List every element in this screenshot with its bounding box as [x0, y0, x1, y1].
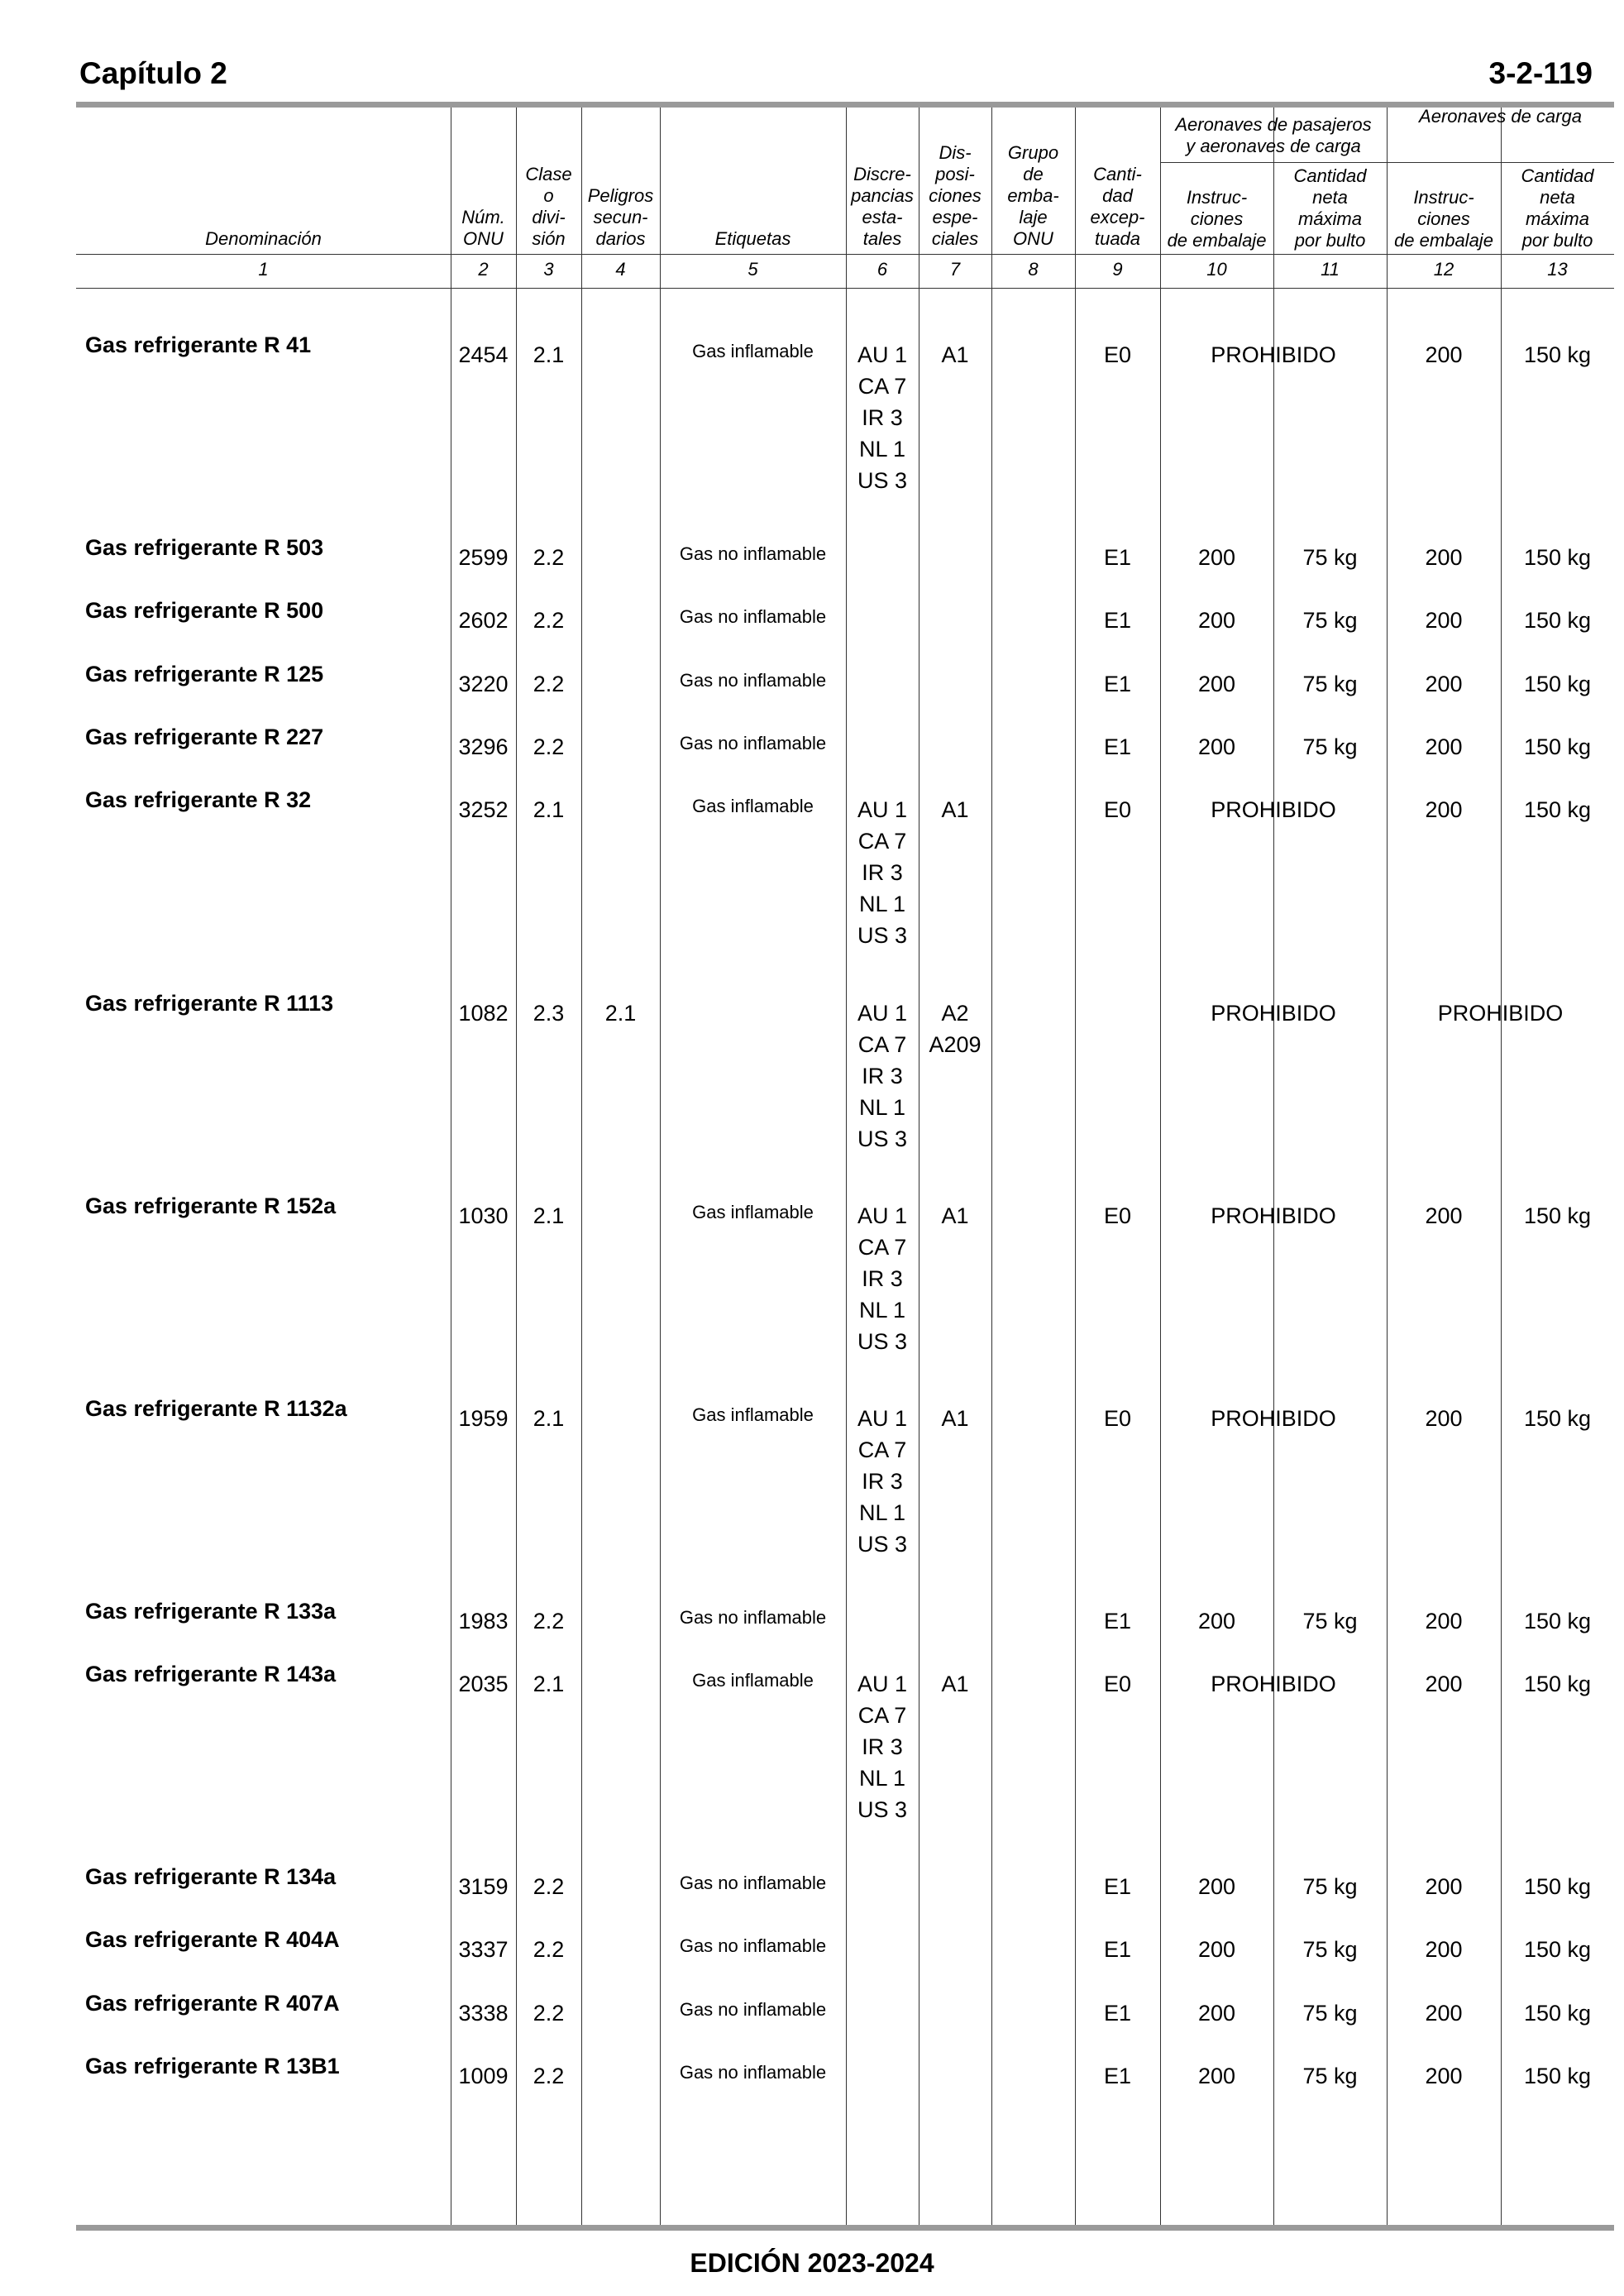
- state-variation: NL 1: [858, 1766, 906, 1791]
- un-number: 1009: [458, 2064, 509, 2088]
- column-divider: [581, 108, 582, 2225]
- special-provision: A1: [941, 342, 969, 367]
- un-number: 3296: [458, 734, 509, 759]
- passenger-packing-instruction: 200: [1197, 2064, 1236, 2088]
- excepted-quantity: E1: [1103, 1609, 1132, 1634]
- header-grupo-embalaje-line: ONU: [1013, 228, 1053, 249]
- state-variation: AU 1: [857, 1672, 908, 1696]
- class-division: 2.3: [533, 1001, 565, 1026]
- class-division: 2.2: [533, 545, 565, 570]
- column-divider: [1387, 108, 1388, 2225]
- state-variation: IR 3: [862, 1266, 903, 1291]
- cargo-packing-instruction: 200: [1425, 672, 1463, 696]
- substance-name: Gas refrigerante R 134a: [85, 1864, 337, 1889]
- header-clase-line: Clase: [525, 164, 572, 184]
- group-divider: [1160, 162, 1614, 163]
- excepted-quantity: E0: [1103, 1672, 1132, 1696]
- excepted-quantity: E0: [1103, 1406, 1132, 1431]
- column-number: 1: [258, 259, 269, 280]
- cargo-packing-instruction: 200: [1425, 1937, 1463, 1962]
- header-carga-cantidad-line: Cantidad: [1521, 165, 1594, 186]
- column-number: 2: [478, 259, 489, 280]
- hazard-label: Gas inflamable: [692, 796, 814, 816]
- un-number: 3159: [458, 1874, 509, 1899]
- header-pasajeros-instrucciones-line: de embalaje: [1167, 230, 1267, 251]
- state-variations: [846, 339, 919, 496]
- class-division: 2.2: [533, 1874, 565, 1899]
- cargo-max-quantity: 150 kg: [1523, 1672, 1592, 1696]
- passenger-packing-instruction: 200: [1197, 734, 1236, 759]
- state-variation: IR 3: [862, 860, 903, 885]
- header-peligros-line: secun-: [593, 207, 648, 227]
- substance-name: Gas refrigerante R 133a: [85, 1599, 337, 1624]
- passenger-forbidden: PROHIBIDO: [1211, 1203, 1336, 1228]
- hazard-label: Gas no inflamable: [679, 1607, 827, 1628]
- header-carga-cantidad: [1501, 165, 1614, 251]
- header-pasajeros-cantidad: [1273, 165, 1387, 251]
- state-variation: IR 3: [862, 1734, 903, 1759]
- header-carga-cantidad-line: neta: [1540, 187, 1575, 208]
- un-number: 2035: [458, 1672, 509, 1696]
- header-discrepancias: [846, 108, 919, 250]
- excepted-quantity: E1: [1103, 2001, 1132, 2026]
- cargo-packing-instruction: 200: [1425, 1406, 1463, 1431]
- substance-name: Gas refrigerante R 500: [85, 598, 324, 623]
- substance-name: Gas refrigerante R 125: [85, 662, 324, 686]
- special-provisions: [919, 339, 991, 371]
- passenger-forbidden: PROHIBIDO: [1211, 1406, 1336, 1431]
- state-variation: AU 1: [857, 1203, 908, 1228]
- passenger-max-quantity: 75 kg: [1302, 1874, 1358, 1899]
- state-variation: NL 1: [858, 437, 906, 462]
- header-pasajeros-cantidad-line: Cantidad: [1293, 165, 1367, 186]
- hazard-label: Gas inflamable: [692, 1404, 814, 1425]
- header-cantidad-exceptuada-line: Canti-: [1093, 164, 1142, 184]
- special-provisions: [919, 794, 991, 825]
- state-variation: CA 7: [857, 1235, 907, 1260]
- header-disposiciones-line: espe-: [932, 207, 978, 227]
- cargo-packing-instruction: 200: [1425, 2001, 1463, 2026]
- header-discrepancias-line: tales: [862, 228, 902, 249]
- column-number: 7: [949, 259, 961, 280]
- cargo-packing-instruction: 200: [1425, 608, 1463, 633]
- header-clase: [516, 108, 581, 250]
- class-division: 2.1: [533, 1203, 565, 1228]
- cargo-packing-instruction: 200: [1425, 797, 1463, 822]
- header-grupo-embalaje-line: Grupo: [1007, 142, 1059, 163]
- excepted-quantity: E0: [1103, 797, 1132, 822]
- header-disposiciones-line: posi-: [935, 164, 975, 184]
- header-discrepancias-line: pancias: [851, 185, 914, 206]
- state-variation: US 3: [857, 1329, 908, 1354]
- header-num-onu-line: ONU: [463, 228, 504, 249]
- un-number: 2602: [458, 608, 509, 633]
- hazard-label: Gas inflamable: [692, 1670, 814, 1691]
- state-variations: [846, 1200, 919, 1357]
- header-carga-cantidad-line: máxima: [1525, 208, 1589, 229]
- header-peligros-line: Peligros: [587, 185, 654, 206]
- hazard-label: Gas no inflamable: [679, 670, 827, 691]
- header-clase-line: divi-: [532, 207, 566, 227]
- header-grupo-embalaje-line: de: [1023, 164, 1044, 184]
- substance-name: Gas refrigerante R 152a: [85, 1193, 337, 1218]
- un-number: 2599: [458, 545, 509, 570]
- header-pasajeros-group-line: Aeronaves de pasajeros: [1175, 114, 1372, 135]
- excepted-quantity: E1: [1103, 1937, 1132, 1962]
- column-number: 3: [543, 259, 554, 280]
- un-number: 2454: [458, 342, 509, 367]
- un-number: 1983: [458, 1609, 509, 1634]
- hazard-label: Gas no inflamable: [679, 543, 827, 564]
- header-cantidad-exceptuada-line: tuada: [1094, 228, 1141, 249]
- substance-name: Gas refrigerante R 1113: [85, 991, 334, 1016]
- cargo-packing-instruction: 200: [1425, 1672, 1463, 1696]
- special-provision: A1: [941, 1203, 969, 1228]
- state-variation: CA 7: [857, 374, 907, 399]
- cargo-max-quantity: 150 kg: [1523, 1937, 1592, 1962]
- cargo-max-quantity: 150 kg: [1523, 545, 1592, 570]
- excepted-quantity: E1: [1103, 608, 1132, 633]
- header-pasajeros-group: [1160, 106, 1387, 157]
- header-num-onu: [451, 108, 516, 250]
- cargo-packing-instruction: 200: [1425, 342, 1463, 367]
- special-provision: A1: [941, 1672, 969, 1696]
- cargo-max-quantity: 150 kg: [1523, 797, 1592, 822]
- cargo-max-quantity: 150 kg: [1523, 2064, 1592, 2088]
- state-variation: AU 1: [857, 1001, 908, 1026]
- special-provisions: [919, 1668, 991, 1700]
- state-variation: AU 1: [857, 1406, 908, 1431]
- cargo-max-quantity: 150 kg: [1523, 1609, 1592, 1634]
- subsidiary-hazard: 2.1: [604, 1001, 637, 1026]
- passenger-max-quantity: 75 kg: [1302, 2064, 1358, 2088]
- excepted-quantity: E1: [1103, 1874, 1132, 1899]
- page-number: 3-2-119: [1488, 56, 1593, 90]
- header-pasajeros-instrucciones: [1160, 165, 1273, 251]
- header-pasajeros-cantidad-line: neta: [1312, 187, 1348, 208]
- class-division: 2.2: [533, 608, 565, 633]
- substance-name: Gas refrigerante R 1132a: [85, 1396, 347, 1421]
- passenger-forbidden: PROHIBIDO: [1211, 1001, 1336, 1026]
- header-denominacion-line: Denominación: [205, 228, 322, 249]
- header-grupo-embalaje: [991, 108, 1075, 250]
- substance-name: Gas refrigerante R 407A: [85, 1991, 340, 2016]
- column-divider: [991, 108, 992, 2225]
- passenger-forbidden: PROHIBIDO: [1211, 342, 1336, 367]
- header-disposiciones: [919, 108, 991, 250]
- state-variation: NL 1: [858, 1095, 906, 1120]
- state-variation: AU 1: [857, 342, 908, 367]
- column-number: 8: [1028, 259, 1039, 280]
- state-variation: CA 7: [857, 1032, 907, 1057]
- state-variation: IR 3: [862, 405, 903, 430]
- substance-name: Gas refrigerante R 41: [85, 332, 312, 357]
- header-cantidad-exceptuada: [1075, 108, 1160, 250]
- number-row-divider: [76, 288, 1614, 289]
- passenger-forbidden: PROHIBIDO: [1211, 797, 1336, 822]
- column-divider: [1075, 108, 1076, 2225]
- state-variation: US 3: [857, 1126, 908, 1151]
- class-division: 2.1: [533, 797, 565, 822]
- class-division: 2.2: [533, 2064, 565, 2088]
- header-carga-instrucciones-line: Instruc-: [1413, 187, 1474, 208]
- cargo-packing-instruction: 200: [1425, 1203, 1463, 1228]
- hazard-label: Gas no inflamable: [679, 1935, 827, 1956]
- state-variation: US 3: [857, 1797, 908, 1822]
- passenger-max-quantity: 75 kg: [1302, 545, 1358, 570]
- class-division: 2.2: [533, 672, 565, 696]
- chapter-title: Capítulo 2: [79, 56, 227, 90]
- header-denominacion: [76, 108, 451, 250]
- cargo-packing-instruction: 200: [1425, 545, 1463, 570]
- column-number: 10: [1206, 259, 1227, 280]
- header-discrepancias-line: esta-: [862, 207, 903, 227]
- column-divider: [1273, 108, 1274, 2225]
- substance-name: Gas refrigerante R 143a: [85, 1662, 337, 1686]
- cargo-packing-instruction: 200: [1425, 1609, 1463, 1634]
- state-variations: [846, 997, 919, 1155]
- header-num-onu-line: Núm.: [461, 207, 505, 227]
- special-provisions: [919, 1200, 991, 1232]
- passenger-max-quantity: 75 kg: [1302, 734, 1358, 759]
- cargo-max-quantity: 150 kg: [1523, 608, 1592, 633]
- hazard-label: Gas inflamable: [692, 1202, 814, 1222]
- column-number: 4: [615, 259, 626, 280]
- header-discrepancias-line: Discre-: [853, 164, 911, 184]
- cargo-forbidden: PROHIBIDO: [1437, 1001, 1564, 1026]
- excepted-quantity: E1: [1103, 2064, 1132, 2088]
- state-variations: [846, 1668, 919, 1825]
- hazard-label: Gas inflamable: [692, 341, 814, 361]
- class-division: 2.1: [533, 342, 565, 367]
- header-pasajeros-group-line: y aeronaves de carga: [1186, 136, 1361, 156]
- column-divider: [1501, 108, 1502, 2225]
- header-carga-instrucciones-line: ciones: [1417, 208, 1470, 229]
- un-number: 3338: [458, 2001, 509, 2026]
- un-number: 3252: [458, 797, 509, 822]
- special-provisions: [919, 1403, 991, 1434]
- substance-name: Gas refrigerante R 32: [85, 787, 312, 812]
- cargo-max-quantity: 150 kg: [1523, 1874, 1592, 1899]
- passenger-max-quantity: 75 kg: [1302, 2001, 1358, 2026]
- excepted-quantity: E0: [1103, 1203, 1132, 1228]
- class-division: 2.2: [533, 2001, 565, 2026]
- column-divider: [1160, 108, 1161, 2225]
- header-disposiciones-line: ciales: [931, 228, 979, 249]
- substance-name: Gas refrigerante R 503: [85, 535, 324, 560]
- passenger-max-quantity: 75 kg: [1302, 1609, 1358, 1634]
- header-etiquetas: [660, 108, 846, 250]
- state-variation: NL 1: [858, 1298, 906, 1323]
- cargo-max-quantity: 150 kg: [1523, 672, 1592, 696]
- state-variation: US 3: [857, 923, 908, 948]
- substance-name: Gas refrigerante R 13B1: [85, 2054, 340, 2078]
- passenger-packing-instruction: 200: [1197, 1937, 1236, 1962]
- edition-footer: EDICIÓN 2023-2024: [690, 2248, 934, 2278]
- cargo-max-quantity: 150 kg: [1523, 1406, 1592, 1431]
- header-pasajeros-cantidad-line: por bulto: [1294, 230, 1366, 251]
- column-number: 9: [1112, 259, 1123, 280]
- class-division: 2.2: [533, 1937, 565, 1962]
- column-divider: [660, 108, 661, 2225]
- cargo-max-quantity: 150 kg: [1523, 342, 1592, 367]
- class-division: 2.1: [533, 1406, 565, 1431]
- header-clase-line: o: [543, 185, 554, 206]
- special-provision: A2: [941, 1001, 969, 1026]
- passenger-forbidden: PROHIBIDO: [1211, 1672, 1336, 1696]
- state-variation: NL 1: [858, 892, 906, 916]
- header-grupo-embalaje-line: emba-: [1007, 185, 1059, 206]
- hazard-label: Gas no inflamable: [679, 1999, 827, 2020]
- passenger-packing-instruction: 200: [1197, 672, 1236, 696]
- header-pasajeros-instrucciones-line: ciones: [1190, 208, 1244, 229]
- bottom-rule: [76, 2225, 1614, 2231]
- passenger-packing-instruction: 200: [1197, 1609, 1236, 1634]
- header-carga-instrucciones-line: de embalaje: [1394, 230, 1493, 251]
- hazard-label: Gas no inflamable: [679, 1873, 827, 1893]
- header-disposiciones-line: ciones: [929, 185, 982, 206]
- hazard-label: Gas no inflamable: [679, 733, 827, 753]
- header-cantidad-exceptuada-line: excep-: [1090, 207, 1145, 227]
- header-peligros-line: darios: [595, 228, 646, 249]
- state-variation: US 3: [857, 1532, 908, 1557]
- un-number: 1082: [458, 1001, 509, 1026]
- passenger-max-quantity: 75 kg: [1302, 1937, 1358, 1962]
- substance-name: Gas refrigerante R 227: [85, 725, 324, 749]
- header-etiquetas-line: Etiquetas: [714, 228, 791, 249]
- header-grupo-embalaje-line: laje: [1019, 207, 1048, 227]
- un-number: 1959: [458, 1406, 509, 1431]
- column-divider: [516, 108, 517, 2225]
- state-variation: AU 1: [857, 797, 908, 822]
- substance-name: Gas refrigerante R 404A: [85, 1927, 340, 1952]
- state-variations: [846, 794, 919, 951]
- cargo-max-quantity: 150 kg: [1523, 1203, 1592, 1228]
- state-variations: [846, 1403, 919, 1560]
- header-pasajeros-instrucciones-line: Instruc-: [1186, 187, 1248, 208]
- special-provision: A209: [929, 1032, 982, 1057]
- un-number: 3220: [458, 672, 509, 696]
- passenger-packing-instruction: 200: [1197, 608, 1236, 633]
- header-clase-line: sión: [532, 228, 566, 249]
- hazard-label: Gas no inflamable: [679, 2062, 827, 2083]
- cargo-max-quantity: 150 kg: [1523, 734, 1592, 759]
- column-number: 5: [748, 259, 758, 280]
- header-pasajeros-cantidad-line: máxima: [1297, 208, 1362, 229]
- state-variation: IR 3: [862, 1469, 903, 1494]
- state-variation: CA 7: [857, 1703, 907, 1728]
- special-provision: A1: [941, 797, 969, 822]
- state-variation: IR 3: [862, 1064, 903, 1088]
- passenger-max-quantity: 75 kg: [1302, 672, 1358, 696]
- excepted-quantity: E1: [1103, 545, 1132, 570]
- cargo-packing-instruction: 200: [1425, 1874, 1463, 1899]
- header-divider: [76, 254, 1614, 255]
- column-number: 12: [1433, 259, 1454, 280]
- header-carga-instrucciones: [1387, 165, 1501, 251]
- excepted-quantity: E1: [1103, 672, 1132, 696]
- state-variation: CA 7: [857, 1437, 907, 1462]
- excepted-quantity: E1: [1103, 734, 1132, 759]
- header-peligros: [581, 108, 660, 250]
- class-division: 2.2: [533, 1609, 565, 1634]
- column-number: 6: [876, 259, 888, 280]
- cargo-max-quantity: 150 kg: [1523, 2001, 1592, 2026]
- un-number: 3337: [458, 1937, 509, 1962]
- passenger-packing-instruction: 200: [1197, 2001, 1236, 2026]
- state-variation: CA 7: [857, 829, 907, 854]
- passenger-max-quantity: 75 kg: [1302, 608, 1358, 633]
- column-number: 13: [1547, 259, 1568, 280]
- special-provision: A1: [941, 1406, 969, 1431]
- header-disposiciones-line: Dis-: [939, 142, 972, 163]
- hazard-label: Gas no inflamable: [679, 606, 827, 627]
- state-variation: NL 1: [858, 1500, 906, 1525]
- passenger-packing-instruction: 200: [1197, 1874, 1236, 1899]
- column-number: 11: [1321, 259, 1340, 280]
- un-number: 1030: [458, 1203, 509, 1228]
- passenger-packing-instruction: 200: [1197, 545, 1236, 570]
- header-cantidad-exceptuada-line: dad: [1102, 185, 1133, 206]
- class-division: 2.1: [533, 1672, 565, 1696]
- excepted-quantity: E0: [1103, 342, 1132, 367]
- header-carga-group: [1387, 106, 1614, 131]
- state-variation: US 3: [857, 468, 908, 493]
- cargo-packing-instruction: 200: [1425, 734, 1463, 759]
- header-carga-cantidad-line: por bulto: [1521, 230, 1593, 251]
- class-division: 2.2: [533, 734, 565, 759]
- header-carga-group-line: Aeronaves de carga: [1419, 106, 1582, 127]
- special-provisions: [919, 997, 991, 1060]
- cargo-packing-instruction: 200: [1425, 2064, 1463, 2088]
